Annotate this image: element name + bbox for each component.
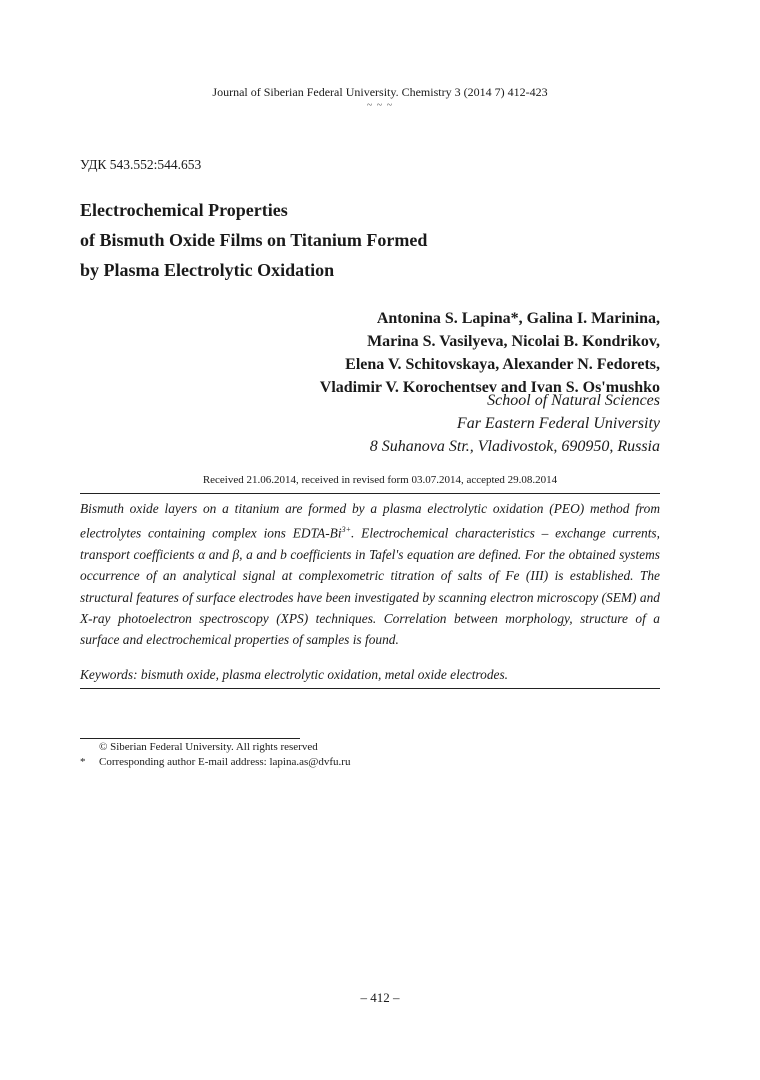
title-line: by Plasma Electrolytic Oxidation	[80, 260, 335, 280]
footnote-text: Corresponding author E-mail address: lapina.as@dvfu.ru	[99, 756, 351, 768]
author-line: Antonina S. Lapina*, Galina I. Marinina,	[376, 310, 660, 327]
author-list	[320, 307, 660, 399]
abstract-text: Bismuth oxide layers on a titanium are formed by a plasma electrolytic oxidation (PEO) method from electrolytes containing complex ions EDTA-Bi	[80, 501, 660, 541]
title-line: of Bismuth Oxide Films on Titanium Formed	[80, 230, 428, 250]
abstract-text: . Electrochemical characteristics – exchange currents, transport coefficients α and β, a and b coefficients in Tafel's equation are defined. For the obtained systems occurrence of an analytical signal at complexometric titration of salts of Fe (III) is established. The structural features of surface electrodes have been investigated by scanning electron microscopy (SEM) and X-ray photoelectron spectroscopy (XPS) techniques. Correlation between morphology, structure of a surface and electrochemical properties of samples is found.	[80, 525, 660, 648]
footnote-text: © Siberian Federal University. All rights reserved	[99, 741, 318, 753]
received-dates: Received 21.06.2014, received in revised form 03.07.2014, accepted 29.08.2014	[202, 474, 558, 486]
title-line: Electrochemical Properties	[80, 200, 288, 220]
abstract-top-rule	[80, 493, 660, 494]
udc-code: УДК 543.552:544.653	[80, 157, 202, 172]
author-line: Elena V. Schitovskaya, Alexander N. Fedorets,	[345, 356, 660, 373]
keywords: Keywords: bismuth oxide, plasma electrolytic oxidation, metal oxide electrodes.	[80, 667, 509, 682]
header-separator: ~ ~ ~	[366, 100, 394, 111]
abstract	[80, 498, 660, 651]
footnote-rule	[80, 738, 300, 739]
affiliation	[370, 389, 660, 458]
footnote-copyright	[80, 741, 318, 753]
journal-header: Journal of Siberian Federal University. Chemistry 3 (2014 7) 412-423	[212, 85, 548, 99]
abstract-superscript: 3+	[341, 525, 351, 535]
abstract-bottom-rule	[80, 688, 660, 689]
footnote-corresponding	[80, 756, 350, 768]
affiliation-line: 8 Suhanova Str., Vladivostok, 690950, Russia	[369, 438, 660, 455]
affiliation-line: Far Eastern Federal University	[456, 415, 660, 432]
article-title	[80, 195, 427, 285]
affiliation-line: School of Natural Sciences	[487, 392, 660, 409]
page-number: – 412 –	[360, 990, 400, 1005]
footnote-mark: *	[80, 756, 86, 768]
author-line: Marina S. Vasilyeva, Nicolai B. Kondrikov,	[367, 333, 660, 350]
author-line: Vladimir V. Korochentsev and Ivan S. Os'mushko	[319, 379, 660, 396]
